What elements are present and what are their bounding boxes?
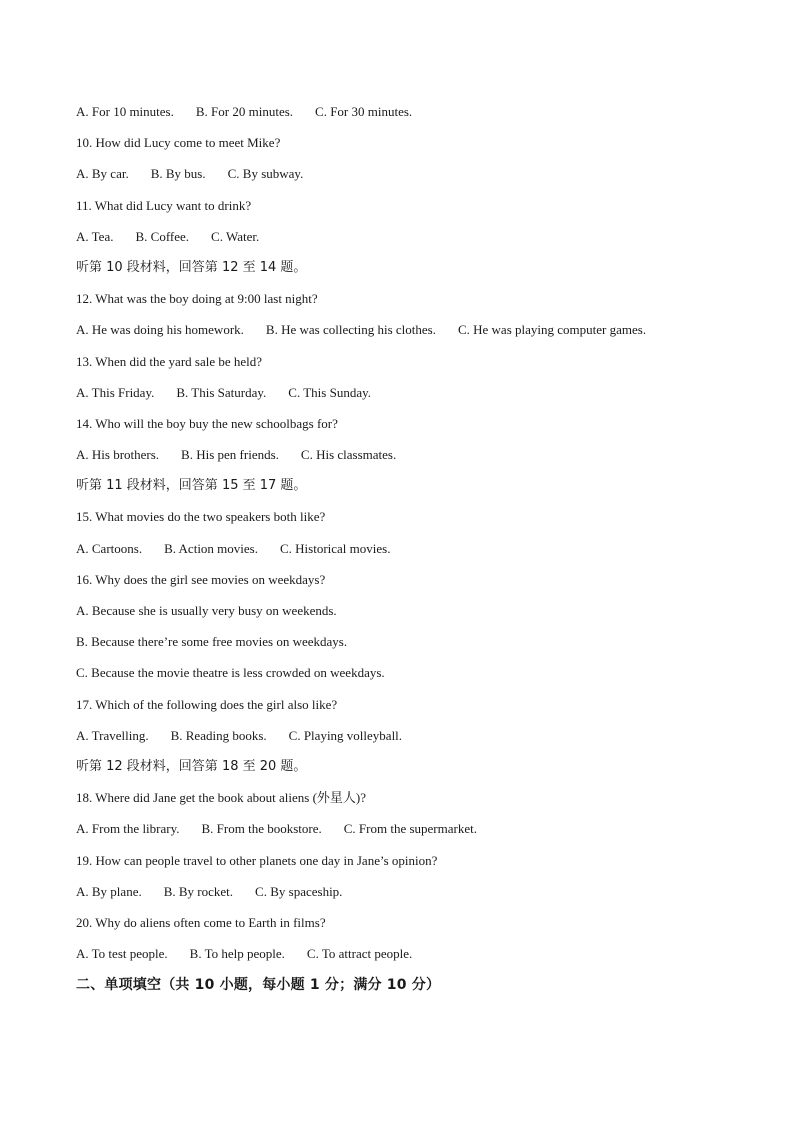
line-text: 听第 12 段材料，回答第 18 至 20 题。 — [76, 758, 307, 774]
answer-option: B. To help people. — [189, 946, 285, 962]
line-text: 10. How did Lucy come to meet Mike? — [76, 135, 281, 151]
answer-options-row — [76, 538, 736, 569]
answer-options-row — [76, 319, 736, 350]
answer-option: B. From the bookstore. — [201, 821, 322, 837]
question-text — [76, 132, 736, 163]
line-text: B. Because there’re some free movies on weekdays. — [76, 634, 348, 650]
section-instruction — [76, 756, 736, 787]
answer-option: B. Action movies. — [164, 540, 258, 556]
answer-option: C. For 30 minutes. — [315, 104, 413, 119]
answer-option: A. From the library. — [76, 821, 180, 837]
answer-option: B. For 20 minutes. — [195, 104, 294, 119]
question-text — [76, 694, 736, 725]
question-text — [76, 195, 736, 226]
answer-option: A. Cartoons. — [76, 540, 143, 556]
answer-option: A. His brothers. — [76, 447, 160, 463]
answer-option: A. Tea. — [76, 228, 114, 244]
answer-option: C. From the supermarket. — [343, 821, 477, 837]
answer-option: B. By rocket. — [163, 883, 234, 899]
answer-option: B. By bus. — [150, 166, 206, 182]
line-text: 13. When did the yard sale be held? — [76, 353, 263, 369]
answer-option: B. Coffee. — [135, 228, 190, 244]
question-text — [76, 351, 736, 382]
exam-content — [76, 101, 736, 1005]
answer-options-row — [76, 881, 736, 912]
answer-options-row — [76, 226, 736, 257]
line-text: 15. What movies do the two speakers both like? — [76, 509, 326, 525]
answer-option: A. For 10 minutes. — [76, 104, 174, 119]
line-text: 听第 10 段材料，回答第 12 至 14 题。 — [76, 259, 307, 275]
exam-page — [76, 101, 736, 1005]
question-text — [76, 288, 736, 319]
line-text: 12. What was the boy doing at 9:00 last night? — [76, 291, 318, 307]
answer-option: C. Historical movies. — [279, 540, 391, 556]
answer-option: B. He was collecting his clothes. — [265, 322, 436, 338]
answer-option: C. By spaceship. — [255, 883, 343, 899]
answer-option: B. Reading books. — [170, 727, 267, 743]
section-instruction — [76, 475, 736, 506]
answer-option: C. Water. — [211, 228, 260, 244]
line-text: 19. How can people travel to other planets one day in Jane’s opinion? — [76, 852, 438, 868]
answer-option: C. This Sunday. — [288, 384, 372, 400]
answer-options-row — [76, 818, 736, 849]
section-instruction — [76, 257, 736, 288]
question-text — [76, 850, 736, 881]
answer-option: A. Travelling. — [76, 727, 149, 743]
line-text: 二、单项填空（共 10 小题，每小题 1 分；满分 10 分） — [76, 977, 441, 994]
line-text: 18. Where did Jane get the book about aliens (外星人)? — [76, 790, 367, 806]
answer-option: C. By subway. — [227, 166, 304, 182]
question-text — [76, 569, 736, 600]
answer-option: B. His pen friends. — [181, 447, 279, 463]
line-text: 16. Why does the girl see movies on weekdays? — [76, 571, 326, 587]
answer-option: C. He was playing computer games. — [457, 322, 647, 338]
answer-options-row — [76, 101, 736, 132]
answer-options-row — [76, 943, 736, 974]
question-text — [76, 912, 736, 943]
question-text — [76, 506, 736, 537]
answer-options-row — [76, 163, 736, 194]
question-text — [76, 631, 736, 662]
line-text: 11. What did Lucy want to drink? — [76, 197, 252, 213]
question-text — [76, 787, 736, 818]
answer-option: C. Playing volleyball. — [288, 727, 403, 743]
line-text: 20. Why do aliens often come to Earth in films? — [76, 914, 326, 930]
line-text: 14. Who will the boy buy the new schoolbags for? — [76, 415, 338, 431]
question-text — [76, 662, 736, 693]
question-text — [76, 600, 736, 631]
answer-option: A. To test people. — [76, 946, 168, 962]
part-heading — [76, 974, 736, 1005]
question-text — [76, 413, 736, 444]
answer-option: C. His classmates. — [300, 447, 397, 463]
answer-option: A. By car. — [76, 166, 129, 182]
line-text: 听第 11 段材料，回答第 15 至 17 题。 — [76, 478, 307, 494]
answer-options-row — [76, 725, 736, 756]
answer-option: B. This Saturday. — [176, 384, 267, 400]
line-text: A. Because she is usually very busy on weekends. — [76, 603, 337, 618]
line-text: 17. Which of the following does the girl also like? — [76, 696, 338, 712]
answer-options-row — [76, 444, 736, 475]
answer-option: A. This Friday. — [76, 384, 155, 400]
answer-option: A. By plane. — [76, 883, 142, 899]
line-text: C. Because the movie theatre is less crowded on weekdays. — [76, 665, 385, 681]
answer-options-row — [76, 382, 736, 413]
answer-option: C. To attract people. — [306, 946, 413, 962]
answer-option: A. He was doing his homework. — [76, 322, 244, 338]
